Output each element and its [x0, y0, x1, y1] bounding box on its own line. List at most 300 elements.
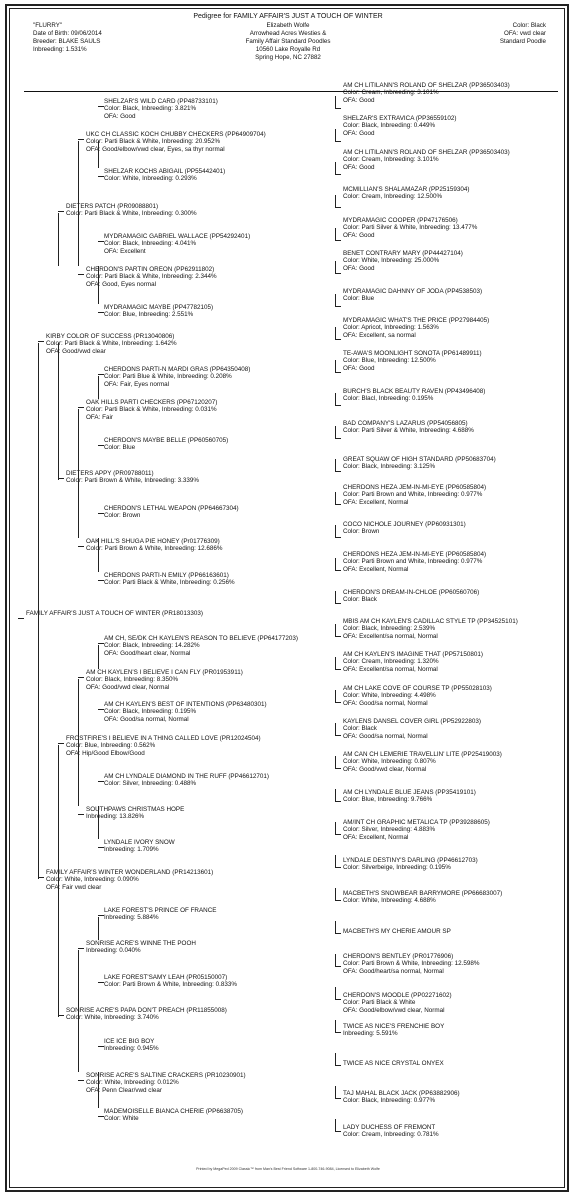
- dog-name: AM CH LYNDALE DIAMOND IN THE RUFF (PP46612701): [104, 773, 269, 780]
- dog-detail: OFA: Good: [343, 129, 375, 137]
- bracket-stub: [98, 982, 104, 983]
- bracket-stub: [335, 537, 341, 538]
- dog-detail: OFA: Good/sa normal, Normal: [104, 715, 189, 723]
- dog-detail: Color: Parti Brown & White, Inbreeding: 12.686%: [86, 545, 223, 553]
- dog-detail: OFA: Good/elbow/vwd clear, Normal: [343, 1006, 445, 1014]
- bracket-stub: [335, 1065, 341, 1066]
- dog-detail: OFA: Hip/Good Elbow/Good: [66, 749, 145, 757]
- dog-detail: OFA: Excellent: [104, 247, 146, 255]
- dog-detail: Color: Apricot, Inbreeding: 1.563%: [343, 324, 439, 332]
- dog-detail: OFA: Excellent, Normal: [343, 565, 409, 573]
- dog-detail: Color: White, Inbreeding: 0.012%: [86, 1079, 179, 1087]
- bracket-line: [335, 888, 336, 900]
- dog-detail: Color: Silver, Inbreeding: 0.488%: [104, 780, 197, 788]
- pedigree-entry: [104, 168, 225, 183]
- pedigree-entry: [343, 288, 482, 303]
- dog-name: MBIS AM CH KAYLEN'S CADILLAC STYLE TP (PP34525101): [343, 618, 518, 625]
- bracket-line: [98, 917, 99, 940]
- bracket-stub: [335, 1032, 341, 1033]
- owner-info: [0, 22, 576, 62]
- page-title: Pedigree for FAMILY AFFAIR'S JUST A TOUCH OF WINTER: [193, 13, 383, 20]
- dog-name: LADY DUCHESS OF FREMONT: [343, 1124, 436, 1131]
- pedigree-entry: [343, 819, 490, 841]
- bracket-stub: [98, 709, 104, 710]
- bracket-stub: [78, 1080, 84, 1081]
- pedigree-entry: [104, 304, 213, 319]
- dog-name: FAMILY AFFAIR'S JUST A TOUCH OF WINTER (PR18013303): [26, 610, 203, 617]
- pedigree-entry: [343, 651, 483, 673]
- bracket-stub: [335, 603, 341, 604]
- dog-detail: Color: Blue, Inbreeding: 0.562%: [66, 742, 156, 750]
- bracket-stub: [335, 504, 341, 505]
- bracket-stub: [38, 877, 44, 878]
- bracket-line: [98, 141, 99, 168]
- bracket-stub: [335, 669, 341, 670]
- bracket-line: [335, 591, 336, 603]
- bracket-line: [335, 789, 336, 801]
- dog-detail: Color: Blacl, Inbreeding: 0.195%: [343, 395, 434, 403]
- bracket-line: [335, 855, 336, 867]
- bracket-line: [98, 806, 99, 839]
- dog-name: MACBETH'S MY CHERIE AMOUR SP: [343, 928, 451, 935]
- bracket-line: [38, 343, 39, 879]
- bracket-stub: [58, 1015, 64, 1016]
- bracket-stub: [335, 240, 341, 241]
- dog-detail: Color: Parti Brown and White, Inbreeding: 0.977%: [343, 491, 483, 499]
- dog-detail: Color: Parti Brown and White, Inbreeding: 0.977%: [343, 558, 483, 566]
- bracket-stub: [335, 141, 341, 142]
- bracket-stub: [38, 341, 44, 342]
- dog-name: CHERDONS HEZA JEM-IN-MI-EYE (PP60585804): [343, 484, 487, 491]
- dog-detail: OFA: Good/heart/sa normal, Normal: [343, 967, 444, 975]
- dog-detail: OFA: Good/vwd clear, Normal: [86, 683, 170, 691]
- pedigree-entry: [343, 388, 485, 403]
- pedigree-entry: [343, 953, 480, 975]
- pedigree-entry: [343, 718, 481, 740]
- pedigree-entry: [104, 907, 216, 922]
- dog-detail: Color: Black, Inbreeding: 3.821%: [104, 105, 197, 113]
- bracket-stub: [78, 546, 84, 547]
- dog-detail: OFA: Good, Eyes normal: [86, 280, 156, 288]
- bracket-line: [335, 822, 336, 834]
- pedigree-entry: [343, 751, 502, 773]
- bracket-stub: [335, 207, 341, 208]
- dog-name: MACBETH'S SNOWBEAR BARRYMORE (PP66683007): [343, 890, 503, 897]
- bracket-line: [335, 525, 336, 537]
- bracket-stub: [335, 801, 341, 802]
- dog-name: SONRISE ACRE'S SALTINE CRACKERS (PR10230901): [86, 1072, 246, 1079]
- pedigree-entry: [343, 149, 510, 171]
- dog-detail: OFA: Good/sa normal, Normal: [343, 732, 428, 740]
- bracket-stub: [98, 374, 104, 375]
- dog-detail: Color: Cream, Inbreeding: 12.500%: [343, 193, 443, 201]
- pedigree-entry: [343, 521, 466, 536]
- bracket-line: [335, 360, 336, 372]
- dog-name: AM CH KAYLEN'S I BELIEVE I CAN FLY (PR01953911): [86, 669, 243, 676]
- pedigree-entry: [343, 685, 492, 707]
- bracket-stub: [335, 306, 341, 307]
- city-state: Spring Hope, NC 27882: [255, 54, 321, 61]
- bracket-line: [335, 921, 336, 933]
- dog-detail: Color: Blue: [343, 295, 375, 303]
- dog-detail: Color: Black, Inbreeding: 0.449%: [343, 122, 436, 130]
- dog-detail: Inbreeding: 0.040%: [86, 947, 141, 955]
- inbreeding: Inbreeding: 1.531%: [33, 46, 87, 53]
- bracket-stub: [335, 438, 341, 439]
- bracket-stub: [335, 570, 341, 571]
- dog-detail: Color: Black, Inbreeding: 0.977%: [343, 1097, 436, 1105]
- bracket-line: [335, 690, 336, 702]
- pedigree-entry: [104, 773, 269, 788]
- dog-detail: Color: Black: [343, 725, 377, 733]
- dog-detail: Color: Parti Black & White, Inbreeding: 0.256%: [104, 579, 235, 587]
- bracket-stub: [78, 139, 84, 140]
- dog-detail: Color: Black, Inbreeding: 14.282%: [104, 642, 200, 650]
- dog-name: SOUTHPAWS CHRISTMAS HOPE: [86, 806, 185, 813]
- pedigree-entry: [104, 701, 267, 723]
- dog-detail: Color: White, Inbreeding: 3.740%: [66, 1014, 159, 1022]
- pedigree-entry: [343, 250, 463, 272]
- bracket-line: [335, 756, 336, 768]
- bracket-line: [98, 645, 99, 669]
- bracket-line: [78, 950, 79, 1072]
- pedigree-entry: [104, 98, 218, 120]
- pedigree-entry: [343, 928, 451, 935]
- dog-detail: Color: Silverbeige, Inbreeding: 0.195%: [343, 864, 451, 872]
- dog-detail: OFA: Excellent/sa normal, Normal: [343, 632, 438, 640]
- bracket-line: [335, 294, 336, 306]
- bracket-stub: [78, 274, 84, 275]
- dog-detail: Color: White, Inbreeding: 0.090%: [46, 876, 139, 884]
- bracket-line: [335, 657, 336, 669]
- dog-name: MCMILLIAN'S SHALAMAZAR (PP25159304): [343, 186, 470, 193]
- bracket-stub: [335, 735, 341, 736]
- bracket-line: [58, 879, 59, 1017]
- bracket-stub: [335, 273, 341, 274]
- bracket-stub: [335, 1131, 341, 1132]
- dog-name: BAD COMPANY'S LAZARUS (PP54056805): [343, 420, 468, 427]
- dog-detail: Color: Cream, Inbreeding: 3.101%: [343, 156, 439, 164]
- dog-name: TWICE AS NICE CRYSTAL ONYEX: [343, 1060, 444, 1067]
- dog-name: UKC CH CLASSIC KOCH CHUBBY CHECKERS (PP64909704): [86, 131, 266, 138]
- pedigree-entry: [66, 1007, 227, 1022]
- pedigree-entry: [104, 505, 239, 520]
- bracket-stub: [98, 781, 104, 782]
- bracket-stub: [335, 1098, 341, 1099]
- pedigree-entry: [343, 992, 452, 1014]
- bracket-line: [335, 228, 336, 240]
- bracket-stub: [78, 814, 84, 815]
- dog-name: TWICE AS NICE'S FRENCHIE BOY: [343, 1023, 445, 1030]
- breed: Standard Poodle: [499, 38, 546, 45]
- dog-detail: Color: Blue, Inbreeding: 2.551%: [104, 311, 194, 319]
- pedigree-entry: [104, 1038, 159, 1053]
- bracket-stub: [98, 847, 104, 848]
- breeder: Breeder: BLAKE SAULS: [33, 38, 101, 45]
- pedigree-entry: [86, 940, 196, 955]
- bracket-stub: [335, 108, 341, 109]
- pedigree-entry: [343, 82, 510, 104]
- bracket-stub: [98, 643, 104, 644]
- bracket-stub: [335, 405, 341, 406]
- dog-detail: Color: Parti Brown & White, Inbreeding: 3.339%: [66, 477, 200, 485]
- bracket-stub: [335, 834, 341, 835]
- bracket-stub: [335, 933, 341, 934]
- pedigree-entry: [343, 420, 474, 435]
- dog-name: AM/INT CH GRAPHIC METALICA TP (PP39288605): [343, 819, 490, 826]
- dog-name: AM CH, SE/DK CH KAYLEN'S REASON TO BELIEVE (PP64177203): [104, 635, 299, 642]
- pedigree-entry: [86, 538, 223, 553]
- dog-name: MYDRAMAGIC COOPER (PP47176506): [343, 217, 458, 224]
- dog-detail: Color: White, Inbreeding: 0.807%: [343, 758, 436, 766]
- dog-name: TAJ MAHAL BLACK JACK (PP63882906): [343, 1090, 460, 1097]
- bracket-stub: [98, 106, 104, 107]
- dog-detail: Color: Brown: [104, 512, 141, 520]
- dog-name: LAKE FOREST'SAMY LEAH (PR05150007): [104, 974, 228, 981]
- dog-detail: Color: Cream, Inbreeding: 0.781%: [343, 1131, 439, 1139]
- pedigree-entry: [343, 115, 456, 137]
- dog-name: COCO NICHOLE JOURNEY (PP60931301): [343, 521, 466, 528]
- pedigree-entry: [66, 735, 261, 757]
- bracket-stub: [335, 867, 341, 868]
- dog-name: MYDRAMAGIC MAYBE (PP47782105): [104, 304, 214, 311]
- bracket-stub: [78, 677, 84, 678]
- dog-detail: OFA: Good/elbow/vwd clear, Eyes, sa thyr normal: [86, 145, 225, 153]
- dog-detail: Color: Black, Inbreeding: 2.539%: [343, 625, 436, 633]
- dog-name: SONRISE ACRE'S PAPA DON'T PREACH (PR11855008): [66, 1007, 227, 1014]
- footer: Printed by MegaPed 2009 Classic™ from Man's Best Friend Software 1-800-746-9084, Licensed to Elizabeth Wolfe: [196, 1167, 380, 1171]
- dog-name: CHERDON'S MAYBE BELLE (PP60560705): [104, 437, 229, 444]
- bracket-stub: [335, 999, 341, 1000]
- pedigree-entry: [86, 399, 217, 421]
- dog-detail: Color: White, Inbreeding: 4.688%: [343, 897, 436, 905]
- pedigree-entry: [343, 1090, 460, 1105]
- dog-name: OAK HILL'S SHUGA PIE HONEY (Pr01776309): [86, 538, 220, 545]
- dog-detail: Color: Parti Silver & White, Inbreeding: 4.688%: [343, 427, 474, 435]
- bracket-stub: [335, 339, 341, 340]
- dog-detail: OFA: Good/heart clear, Normal: [104, 649, 191, 657]
- dog-detail: Color: Black, Inbreeding: 0.195%: [104, 708, 197, 716]
- dog-detail: Inbreeding: 0.945%: [104, 1045, 159, 1053]
- ofa: OFA: vwd clear: [504, 30, 546, 37]
- bracket-line: [58, 745, 59, 879]
- bracket-line: [335, 954, 336, 966]
- dog-name: AM CH LITILANN'S ROLAND OF SHELZAR (PP36503403): [343, 82, 510, 89]
- pedigree-entry: [343, 186, 470, 201]
- dog-name: AM CH KAYLEN'S IMAGINE THAT (PP57150801): [343, 651, 484, 658]
- bracket-stub: [98, 1046, 104, 1047]
- dog-name: LYNDALE DESTINY'S DARLING (PP46612703): [343, 857, 478, 864]
- dog-detail: OFA: Penn Clear/vwd clear: [86, 1086, 162, 1094]
- dog-detail: Inbreeding: 1.709%: [104, 846, 159, 854]
- dog-name: SHELZAR'S EXTRAVICA (PP36559102): [343, 115, 457, 122]
- dog-detail: OFA: Fair vwd clear: [46, 883, 102, 891]
- pedigree-entry: [343, 789, 476, 804]
- pedigree-entry: [66, 203, 197, 218]
- pedigree-entry: [343, 1060, 444, 1067]
- kennel-line-2: Family Affair Standard Poodles: [245, 38, 331, 45]
- dog-detail: OFA: Good/vwd clear, Normal: [343, 765, 427, 773]
- dog-name: MYDRAMAGIC GABRIEL WALLACE (PP54292401): [104, 233, 251, 240]
- bracket-line: [335, 195, 336, 207]
- dog-name: FROSTFIRE'S I BELIEVE IN A THING CALLED LOVE (PR12024504): [66, 735, 261, 742]
- dog-name: KAYLENS DANSEL COVER GIRL (PP52922803): [343, 718, 482, 725]
- bracket-stub: [58, 743, 64, 744]
- dog-detail: OFA: Fair: [86, 413, 113, 421]
- bracket-line: [335, 129, 336, 141]
- bracket-line: [58, 213, 59, 266]
- dog-detail: Color: Black, Inbreeding: 3.125%: [343, 463, 436, 471]
- pedigree-entry: [104, 366, 250, 388]
- dog-name: KIRBY COLOR OF SUCCESS (PR13040806): [46, 333, 175, 340]
- dog-detail: Color: White, Inbreeding: 25.000%: [343, 257, 440, 265]
- dog-detail: OFA: Fair, Eyes normal: [104, 380, 170, 388]
- dog-detail: Inbreeding: 13.826%: [86, 813, 145, 821]
- pedigree-entry: [343, 217, 477, 239]
- pedigree-entry: [86, 131, 266, 153]
- pedigree-entry: [86, 806, 184, 821]
- bracket-stub: [335, 900, 341, 901]
- dog-detail: OFA: Good: [104, 112, 136, 120]
- dog-detail: OFA: Good: [343, 163, 375, 171]
- dog-detail: Color: White: [104, 1115, 139, 1123]
- dog-name: AM CH LAKE COVE OF COURSE TP (PP55028103): [343, 685, 492, 692]
- address: 10560 Lake Royalle Rd: [255, 46, 321, 53]
- pedigree-entry: [104, 1108, 243, 1123]
- pedigree-entry: [86, 1072, 246, 1094]
- dog-detail: Color: Parti Silver & White, Inbreeding: 13.477%: [343, 224, 478, 232]
- dog-name: LAKE FOREST'S PRINCE OF FRANCE: [104, 907, 217, 914]
- bracket-stub: [98, 1116, 104, 1117]
- dog-detail: Color: Black, Inbreeding: 4.041%: [104, 240, 197, 248]
- bracket-line: [98, 266, 99, 304]
- dog-detail: Color: Silver, Inbreeding: 4.883%: [343, 826, 436, 834]
- bracket-stub: [98, 915, 104, 916]
- dog-name: ICE ICE BIG BOY: [104, 1038, 155, 1045]
- bracket-line: [98, 376, 99, 399]
- dog-detail: Color: Parti Blue & White, Inbreeding: 0.208%: [104, 373, 232, 381]
- bracket-stub: [58, 478, 64, 479]
- dog-detail: OFA: Good: [343, 264, 375, 272]
- pedigree-entry: [104, 839, 175, 854]
- bracket-line: [335, 492, 336, 504]
- pedigree-entry: [46, 869, 213, 891]
- dog-detail: Color: Blue, Inbreeding: 9.766%: [343, 796, 433, 804]
- pedigree-entry: [66, 470, 199, 485]
- pedigree-entry: [86, 669, 243, 691]
- dog-detail: Color: Parti Black & White, Inbreeding: 0.300%: [66, 210, 197, 218]
- bracket-line: [335, 987, 336, 999]
- pedigree-entry: [104, 437, 228, 452]
- dog-detail: Inbreeding: 5.591%: [343, 1030, 398, 1038]
- dog-detail: Color: Parti Black & White, Inbreeding: 2.344%: [86, 273, 217, 281]
- dog-detail: Color: Blue, Inbreeding: 12.500%: [343, 357, 436, 365]
- dog-detail: OFA: Good: [343, 231, 375, 239]
- dog-name: CHERDONS PARTI-N MARDI GRAS (PP64350408): [104, 366, 251, 373]
- bracket-line: [78, 679, 79, 806]
- dog-name: BURCH'S BLACK BEAUTY RAVEN (PP43496408): [343, 388, 486, 395]
- bracket-stub: [58, 211, 64, 212]
- pedigree-entry: [343, 589, 479, 604]
- dog-detail: OFA: Excellent, Normal: [343, 498, 409, 506]
- pedigree-entry: [104, 233, 250, 255]
- bracket-stub: [98, 176, 104, 177]
- pedigree-entry: [343, 317, 489, 339]
- bracket-stub: [335, 471, 341, 472]
- bracket-line: [335, 459, 336, 471]
- dog-name: GREAT SQUAW OF HIGH STANDARD (PP50683704): [343, 456, 496, 463]
- bracket-line: [98, 538, 99, 572]
- pedigree-entry: [343, 551, 486, 573]
- dog-detail: Color: Parti Black & White, Inbreeding: 20.952%: [86, 138, 221, 146]
- dog-detail: Color: Brown: [343, 528, 380, 536]
- pedigree-entry: [343, 857, 478, 872]
- dog-detail: Color: White, Inbreeding: 0.293%: [104, 175, 197, 183]
- bracket-stub: [98, 513, 104, 514]
- dog-detail: Color: Parti Black & White: [343, 999, 416, 1007]
- pedigree-entry: [343, 456, 496, 471]
- dog-detail: Color: White, Inbreeding: 4.498%: [343, 692, 436, 700]
- bracket-stub: [98, 312, 104, 313]
- dog-name: TE-AWA'S MOONLIGHT SONOTA (PP61489911): [343, 350, 482, 357]
- bracket-stub: [335, 702, 341, 703]
- pedigree-entry: [104, 572, 235, 587]
- pedigree-entry: [46, 333, 177, 355]
- bracket-line: [335, 1053, 336, 1065]
- dog-detail: Color: Parti Black & White, Inbreeding: 1.642%: [46, 340, 177, 348]
- dog-detail: OFA: Good: [343, 364, 375, 372]
- dog-name: AM CAN CH LEMERIE TRAVELLIN' LITE (PP25419003): [343, 751, 502, 758]
- bracket-line: [78, 141, 79, 266]
- dog-name: MYDRAMAGIC DAHNNY OF JODA (PP4538503): [343, 288, 483, 295]
- bracket-line: [335, 261, 336, 273]
- bracket-stub: [98, 580, 104, 581]
- dog-detail: OFA: Excellent, Normal: [343, 833, 409, 841]
- pedigree-entry: [343, 618, 518, 640]
- bracket-line: [335, 1020, 336, 1032]
- dog-name: CHERDON'S LETHAL WEAPON (PP64667304): [104, 505, 239, 512]
- color: Color: Black: [512, 22, 546, 29]
- dog-name: DIETERS PATCH (PR09088801): [66, 203, 159, 210]
- dog-detail: Color: Parti Brown & White, Inbreeding: 12.598%: [343, 960, 480, 968]
- dog-detail: OFA: Good/sa normal, Normal: [343, 699, 428, 707]
- dog-detail: OFA: Excellent/sa normal, Normal: [343, 665, 438, 673]
- dog-detail: Color: Parti Brown & White, Inbreeding: 0.833%: [104, 981, 238, 989]
- dog-detail: Color: Parti Black & White, Inbreeding: 0.031%: [86, 406, 217, 414]
- bracket-line: [335, 723, 336, 735]
- pedigree-entry: [343, 890, 502, 905]
- dog-detail: OFA: Good: [343, 96, 375, 104]
- dog-attributes: [500, 22, 546, 46]
- pedigree-entry: [26, 610, 203, 617]
- dog-name: CHERDON'S PARTIN OREON (PP62911802): [86, 266, 215, 273]
- bracket-stub: [335, 174, 341, 175]
- owner-name: Elizabeth Wolfe: [266, 22, 310, 29]
- bracket-line: [78, 409, 79, 538]
- bracket-line: [98, 1072, 99, 1108]
- bracket-stub: [335, 636, 341, 637]
- dog-detail: Color: Cream, Inbreeding: 3.101%: [343, 89, 439, 97]
- bracket-stub: [335, 372, 341, 373]
- bracket-stub: [98, 445, 104, 446]
- pedigree-entry: [343, 1124, 439, 1139]
- dog-name: CHERDONS PARTI-N EMILY (PP66163601): [104, 572, 229, 579]
- dog-detail: Color: Blue: [104, 444, 136, 452]
- date-of-birth: Date of Birth: 09/06/2014: [33, 30, 102, 37]
- bracket-stub: [335, 966, 341, 967]
- bracket-line: [335, 327, 336, 339]
- dog-name: CHERDON'S MOODLE (PP02271602): [343, 992, 452, 999]
